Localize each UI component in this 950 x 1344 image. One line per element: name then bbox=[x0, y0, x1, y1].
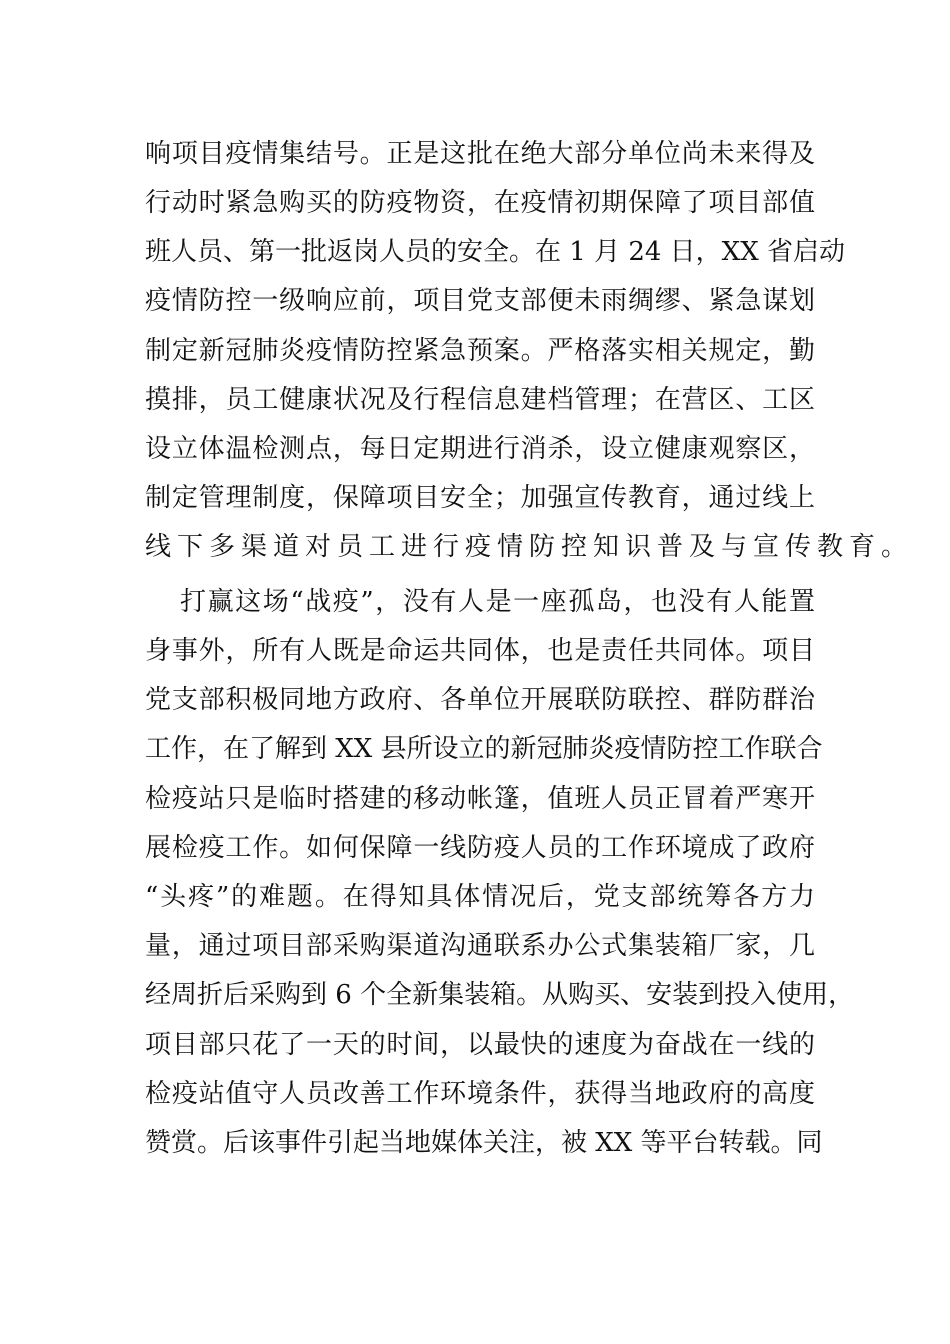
text-line: 量，通过项目部采购渠道沟通联系办公式集装箱厂家，几 bbox=[145, 931, 815, 961]
text-line: 经周折后采购到 6 个全新集装箱。从购买、安装到投入使用， bbox=[145, 980, 855, 1010]
paragraph-first-line: 打赢这场“战疫”，没有人是一座孤岛，也没有人能置 bbox=[180, 587, 815, 617]
text-line: 行动时紧急购买的防疫物资，在疫情初期保障了项目部值 bbox=[145, 188, 815, 218]
text-line: 设立体温检测点，每日定期进行消杀，设立健康观察区， bbox=[145, 434, 815, 464]
text-line: 摸排，员工健康状况及行程信息建档管理；在营区、工区 bbox=[145, 385, 815, 415]
text-line: 疫情防控一级响应前，项目党支部便未雨绸缪、紧急谋划 bbox=[145, 286, 815, 316]
text-line: 赞赏。后该事件引起当地媒体关注，被 XX 等平台转载。同 bbox=[145, 1128, 823, 1158]
text-line: 制定管理制度，保障项目安全；加强宣传教育，通过线上 bbox=[145, 483, 815, 513]
text-line: 班人员、第一批返岗人员的安全。在 1 月 24 日，XX 省启动 bbox=[145, 237, 845, 267]
text-line: “头疼”的难题。在得知具体情况后，党支部统筹各方力 bbox=[145, 882, 815, 912]
text-line: 检疫站只是临时搭建的移动帐篷，值班人员正冒着严寒开 bbox=[145, 784, 815, 814]
text-line: 身事外，所有人既是命运共同体，也是责任共同体。项目 bbox=[145, 636, 815, 666]
text-line: 党支部积极同地方政府、各单位开展联防联控、群防群治 bbox=[145, 685, 815, 715]
text-line: 检疫站值守人员改善工作环境条件，获得当地政府的高度 bbox=[145, 1079, 815, 1109]
text-line: 工作，在了解到 XX 县所设立的新冠肺炎疫情防控工作联合 bbox=[145, 734, 823, 764]
text-line: 项目部只花了一天的时间，以最快的速度为奋战在一线的 bbox=[145, 1030, 815, 1060]
text-line: 展检疫工作。如何保障一线防疫人员的工作环境成了政府 bbox=[145, 833, 815, 863]
text-line: 线下多渠道对员工进行疫情防控知识普及与宣传教育。 bbox=[145, 532, 914, 562]
text-line: 响项目疫情集结号。正是这批在绝大部分单位尚未来得及 bbox=[145, 139, 815, 169]
text-line: 制定新冠肺炎疫情防控紧急预案。严格落实相关规定，勤 bbox=[145, 336, 815, 366]
